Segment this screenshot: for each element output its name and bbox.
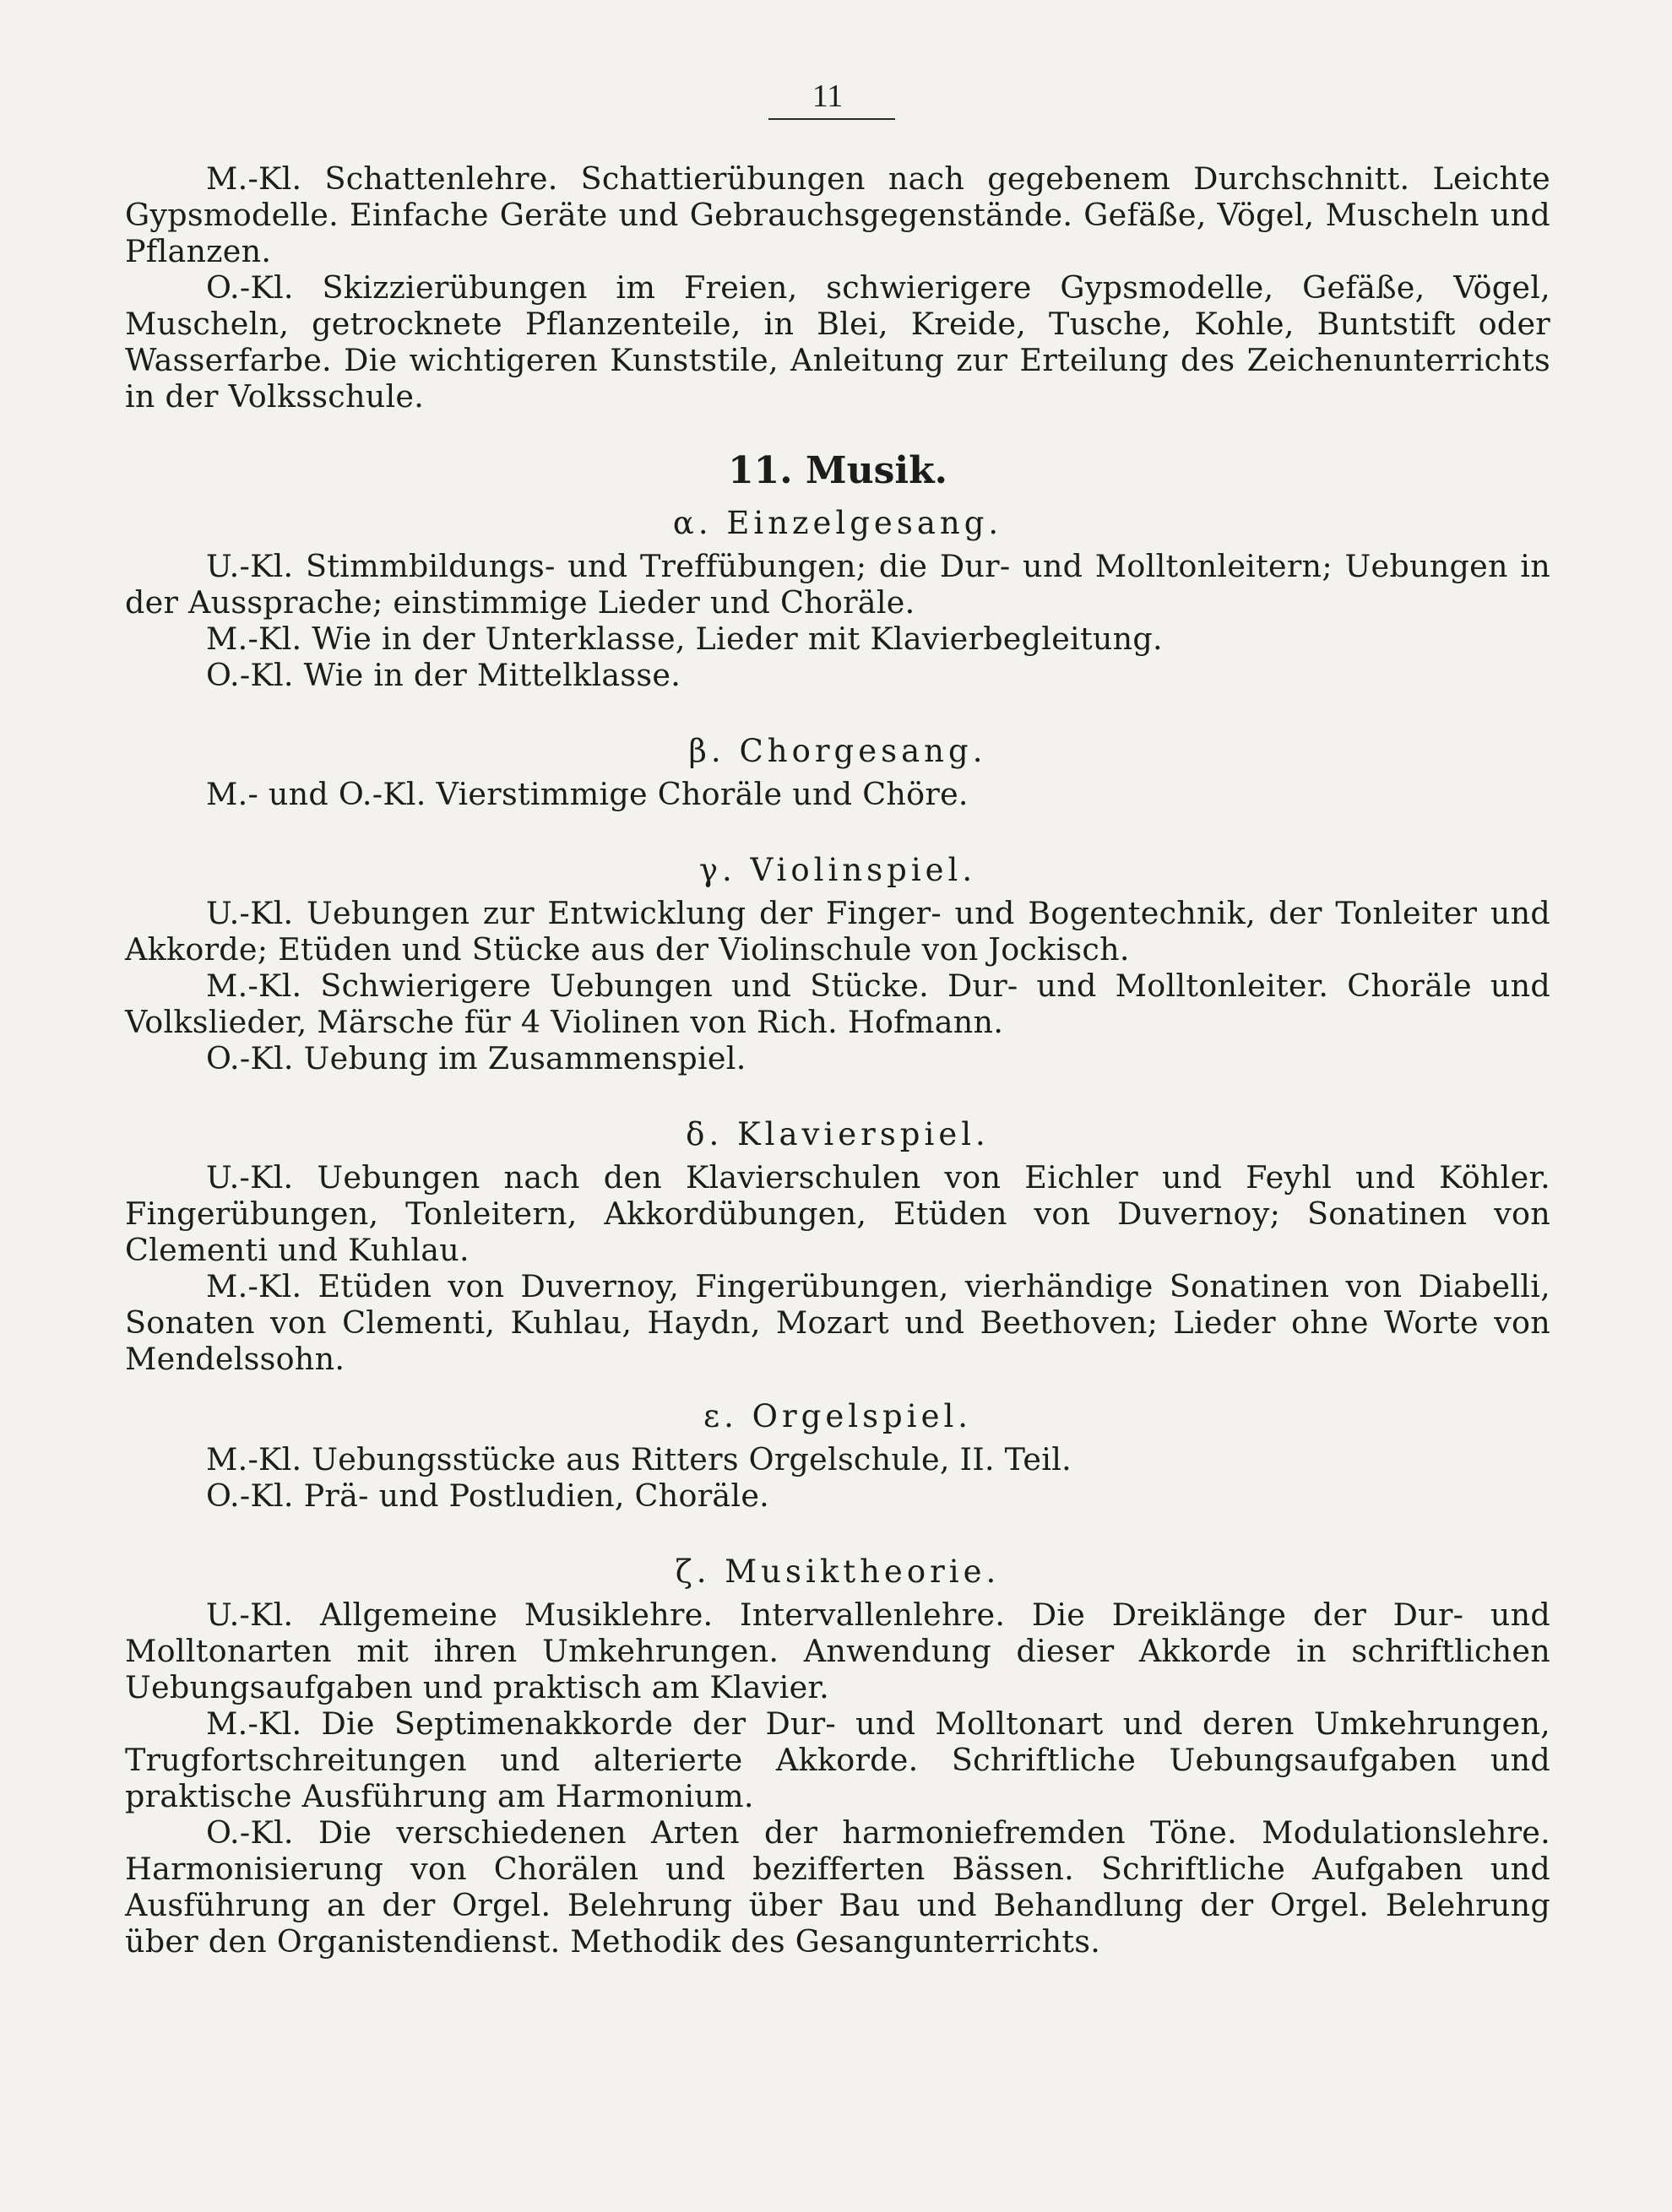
klavierspiel-m-kl: M.-Kl. Etüden von Duvernoy, Fingerübungen, vierhändige Sonatinen von Diabelli, Sonaten von Clementi, Kuhlau, Haydn, Mozart und Beethoven; Lieder ohne Worte von Mendelssohn. (125, 1268, 1550, 1377)
subsection-heading-orgelspiel: ε. Orgelspiel. (703, 1398, 973, 1434)
subsection-heading-musiktheorie: ζ. Musiktheorie. (675, 1553, 1001, 1590)
einzelgesang-o-kl: O.-Kl. Wie in der Mittelklasse. (206, 657, 681, 693)
page-number-rule (768, 118, 895, 120)
section-gap (125, 1076, 1550, 1110)
einzelgesang-u-kl: U.-Kl. Stimmbildungs- und Treffübungen; die Dur- und Molltonleitern; Uebungen in der Aussprache; einstimmige Lieder und Choräle. (125, 548, 1550, 621)
musiktheorie-o-kl: O.-Kl. Die verschiedenen Arten der harmoniefremden Töne. Modulationslehre. Harmonisierung von Chorälen und bezifferten Bässen. Schriftliche Aufgaben und Ausführung an der Orgel. Belehrung über Bau und Behandlung der Orgel. Belehrung über den Organistendienst. Methodik des Gesangunterrichts. (125, 1814, 1550, 1960)
subsection-heading-chorgesang: β. Chorgesang. (688, 733, 987, 769)
violinspiel-m-kl: M.-Kl. Schwierigere Uebungen und Stücke. Dur- und Molltonleiter. Choräle und Volkslieder, Märsche für 4 Violinen von Rich. Hofmann. (125, 968, 1550, 1040)
intro-paragraph-o-kl: O.-Kl. Skizzierübungen im Freien, schwierigere Gypsmodelle, Gefäße, Vögel, Muscheln, getrocknete Pflanzenteile, in Blei, Kreide, Tusche, Kohle, Buntstift oder Wasserfarbe. Die wichtigeren Kunststile, Anleitung zur Erteilung des Zeichenunterrichts in der Volksschule. (125, 269, 1550, 415)
intro-paragraph-m-kl: M.-Kl. Schattenlehre. Schattierübungen nach gegebenem Durchschnitt. Leichte Gypsmodelle. Einfache Geräte und Gebrauchsgegenstände. Gefäße, Vögel, Muscheln und Pflanzen. (125, 160, 1550, 269)
subsection-heading-klavierspiel: δ. Klavierspiel. (686, 1116, 990, 1152)
section-gap (125, 1377, 1550, 1392)
einzelgesang-m-kl: M.-Kl. Wie in der Unterklasse, Lieder mit Klavierbegleitung. (206, 621, 1163, 657)
section-gap (125, 1514, 1550, 1548)
orgelspiel-o-kl: O.-Kl. Prä- und Postludien, Choräle. (206, 1477, 770, 1514)
klavierspiel-u-kl: U.-Kl. Uebungen nach den Klavierschulen von Eichler und Feyhl und Köhler. Fingerübungen, Tonleitern, Akkordübungen, Etüden von Duvernoy; Sonatinen von Clementi und Kuhlau. (125, 1159, 1550, 1268)
section-gap (125, 693, 1550, 727)
musiktheorie-m-kl: M.-Kl. Die Septimenakkorde der Dur- und Molltonart und deren Umkehrungen, Trugfortschreitungen und alterierte Akkorde. Schriftliche Uebungsaufgaben und praktische Ausführung am Harmonium. (125, 1705, 1550, 1814)
violinspiel-u-kl: U.-Kl. Uebungen zur Entwicklung der Finger- und Bogentechnik, der Tonleiter und Akkorde; Etüden und Stücke aus der Violinschule von Jockisch. (125, 895, 1550, 968)
musiktheorie-u-kl: U.-Kl. Allgemeine Musiklehre. Intervallenlehre. Die Dreiklänge der Dur- und Molltonarten mit ihren Umkehrungen. Anwendung dieser Akkorde in schriftlichen Uebungsaufgaben und praktisch am Klavier. (125, 1597, 1550, 1705)
subsection-heading-violinspiel: γ. Violinspiel. (698, 852, 977, 888)
section-title-musik: 11. Musik. (728, 449, 947, 492)
page-number: 11 (812, 79, 844, 114)
subsection-heading-einzelgesang: α. Einzelgesang. (672, 505, 1003, 541)
page-body (125, 160, 1550, 1960)
section-gap (125, 812, 1550, 846)
chorgesang-m-o-kl: M.- und O.-Kl. Vierstimmige Choräle und Chöre. (206, 776, 969, 812)
violinspiel-o-kl: O.-Kl. Uebung im Zusammenspiel. (206, 1040, 746, 1076)
orgelspiel-m-kl: M.-Kl. Uebungsstücke aus Ritters Orgelschule, II. Teil. (206, 1441, 1072, 1477)
